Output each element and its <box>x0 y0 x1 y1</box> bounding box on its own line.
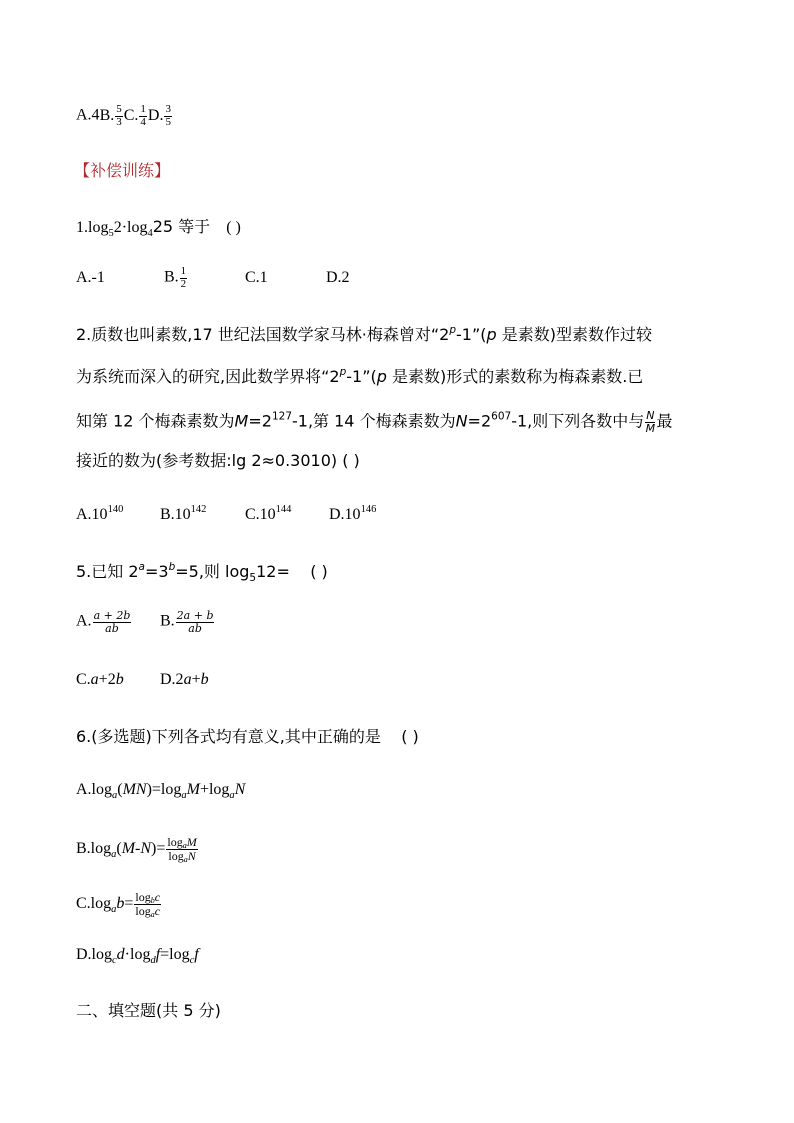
option-a: A. $\frac{a + 2b}{ab}$ <box>76 609 131 635</box>
question-1-stem: $1.\log_52\cdot\log_425$ 等于 ( ) <box>76 217 241 239</box>
option-c: C.a+2b <box>76 671 124 688</box>
answer-paren: ( ) <box>226 219 241 236</box>
question-2-line-3: 知第 12 个梅森素数为$M=2^{127}-1$,第 14 个梅森素数为$N=2^{607}-1$,则下列各数中与 $\frac{N}{M}$ 最 <box>76 409 673 435</box>
question-6-stem: 6.(多选题)下列各式均有意义,其中正确的是 ( ) <box>76 727 419 746</box>
option-c: C. $\frac{1}{4}$ <box>123 103 146 128</box>
question-6-option-a: $A.\log_a(MN)=\log_aM+\log_aN$ <box>76 781 246 801</box>
option-d: $D.10^{146}$ <box>329 504 377 523</box>
option-d: D. $\frac{3}{5}$ <box>147 103 171 128</box>
section-title: 【补偿训练】 <box>74 161 171 180</box>
question-6-option-b: $B.\log_a(M-N)=$ $\frac{\log_aM}{\log_aN}$ <box>76 835 197 864</box>
answer-paren: ( ) <box>401 727 419 746</box>
question-2-line-2: 为系统而深入的研究,因此数学界将“2$^p$-1”(p 是素数)形式的素数称为梅森素数.已 <box>76 366 644 386</box>
option-b: B. $\frac{5}{3}$ <box>99 103 122 128</box>
option-b: $B.10^{142}$ <box>160 504 207 523</box>
option-d: D.2a+b <box>160 671 209 688</box>
option-a: $A.10^{140}$ <box>76 504 124 523</box>
option-d: D.2 <box>326 268 350 286</box>
option-c: $C.10^{144}$ <box>245 504 292 523</box>
option-b: B. $\frac{2a + b}{ab}$ <box>160 609 214 635</box>
question-5-stem: 5.已知 $2^a=3^b=5$,则 $\log_512=$ ( ) <box>76 561 328 584</box>
question-2-line-1: 2.质数也叫素数,17 世纪法国数学家马林·梅森曾对“2$^p$-1”(p 是素数)型素数作过较 <box>76 324 653 344</box>
question-5-options-ab <box>76 610 215 634</box>
question-2-options <box>76 504 377 523</box>
option-c: C.1 <box>245 268 268 286</box>
question-5-options-cd <box>76 672 209 688</box>
prev-question-options <box>76 104 173 128</box>
question-1-options <box>76 266 350 290</box>
question-6-option-d: $D.\log_cd\cdot\log_df=\log_cf$ <box>76 946 199 966</box>
question-2-line-4: 接近的数为(参考数据:lg 2≈0.3010) ( ) <box>76 451 360 470</box>
section-2-heading: 二、填空题(共 5 分) <box>76 1001 221 1020</box>
answer-paren: ( ) <box>310 562 328 581</box>
question-6-option-c: $C.\log_ab=$ $\frac{\log_bc}{\log_ac}$ <box>76 890 161 919</box>
option-a: A.4 <box>76 106 100 124</box>
option-a: A.-1 <box>76 268 105 286</box>
option-b: B. $\frac{1}{2}$ <box>164 265 187 290</box>
